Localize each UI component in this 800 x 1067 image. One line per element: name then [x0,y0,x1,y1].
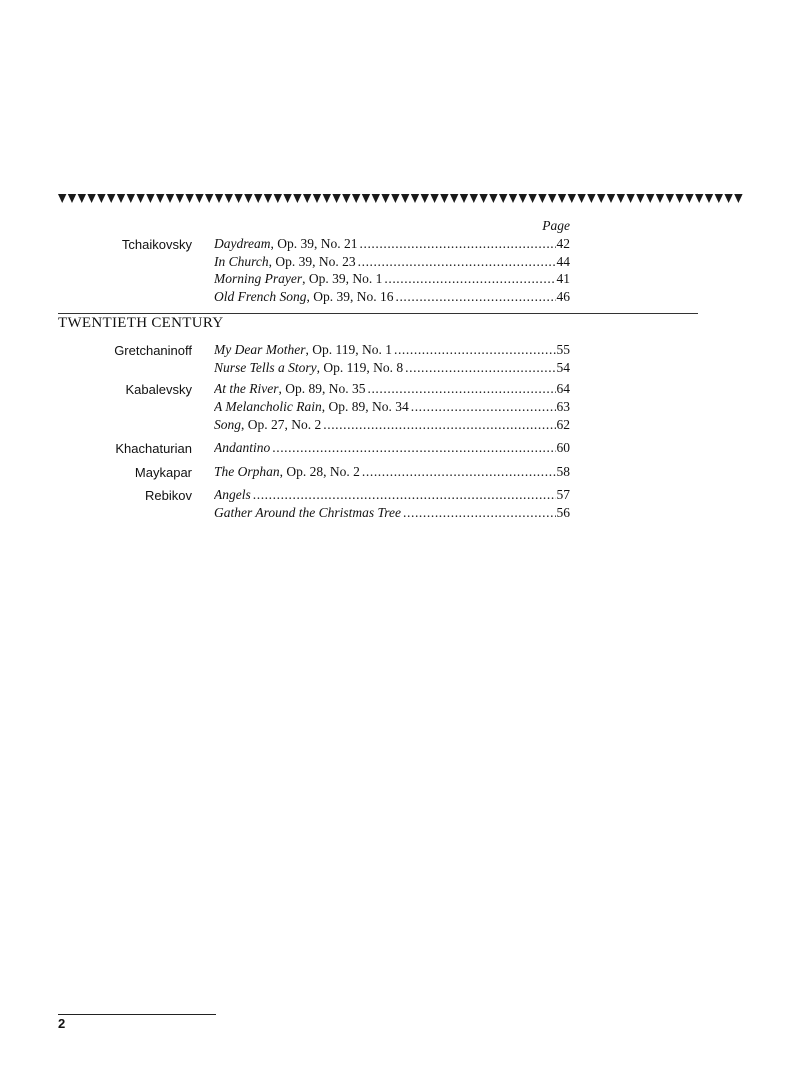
toc-entry[interactable] [214,440,570,458]
composer-tchaikovsky: Tchaikovsky [121,237,192,252]
composer-maykapar: Maykapar [134,465,192,480]
dot-leader [384,271,555,287]
dot-leader [405,360,555,376]
toc-entry[interactable] [214,381,570,399]
piece-title: My Dear Mother [214,342,306,357]
toc-entry[interactable] [214,289,570,307]
piece-detail: , Op. 39, No. 21 [270,236,358,251]
dot-leader [362,464,556,480]
dot-leader [411,399,556,415]
triangle-ornament-icon [58,193,744,205]
page-ref: 46 [556,289,570,304]
footer-rule [58,1014,216,1015]
piece-detail: , Op. 39, No. 1 [302,271,383,286]
piece-title: Gather Around the Christmas Tree [214,505,402,520]
page-ref: 57 [556,487,570,502]
composer-kabalevsky: Kabalevsky [125,382,192,397]
page-ref: 58 [556,464,570,479]
piece-detail: , Op. 39, No. 16 [306,289,394,304]
piece-title: The Orphan [214,464,280,479]
composer-gretchaninoff: Gretchaninoff [114,343,192,358]
toc-entry[interactable] [214,399,570,417]
page-ref: 44 [556,254,570,269]
piece-title: A Melancholic Rain [214,399,322,414]
piece-title: Old French Song [214,289,307,304]
composer-rebikov: Rebikov [145,488,192,503]
piece-title: Andantino [214,440,271,455]
dot-leader [367,381,555,397]
toc-entry[interactable] [214,464,570,482]
page-column-header: Page [542,218,570,233]
page-ref: 56 [556,505,570,520]
toc-entry[interactable] [214,271,570,289]
piece-title: Daydream [214,236,271,251]
page-ref: 42 [556,236,570,251]
toc-entry[interactable] [214,342,570,360]
page-ref: 60 [556,440,570,455]
dot-leader [272,440,555,456]
piece-title: Nurse Tells a Story [214,360,317,375]
toc-entry[interactable] [214,487,570,505]
dot-leader [253,487,556,503]
piece-title: In Church [214,254,269,269]
page-number: 2 [58,1016,66,1031]
dot-leader [395,289,555,305]
toc-entry[interactable] [214,236,570,254]
dot-leader [323,417,555,433]
toc-entry[interactable] [214,360,570,378]
piece-title: Song [214,417,241,432]
dot-leader [360,236,556,252]
page-ref: 64 [556,381,570,396]
piece-title: Morning Prayer [214,271,303,286]
toc-entry[interactable] [214,254,570,272]
piece-detail: , Op. 39, No. 23 [268,254,356,269]
page-ref: 62 [556,417,570,432]
triangle-border-ornament [58,193,744,205]
section-divider [58,313,698,314]
page-ref: 54 [556,360,570,375]
section-title: TWENTIETH CENTURY [58,315,224,331]
piece-detail: , Op. 28, No. 2 [279,464,360,479]
page-ref: 41 [556,271,570,286]
piece-title: At the River [214,381,279,396]
composer-khachaturian: Khachaturian [115,441,192,456]
toc-entry[interactable] [214,417,570,435]
dot-leader [358,254,556,270]
dot-leader [394,342,556,358]
piece-detail: , Op. 119, No. 8 [316,360,404,375]
piece-detail: , Op. 119, No. 1 [305,342,392,357]
dot-leader [403,505,555,521]
piece-detail: , Op. 89, No. 34 [321,399,409,414]
toc-entry[interactable] [214,505,570,523]
page-ref: 63 [556,399,570,414]
page-ref: 55 [556,342,570,357]
piece-detail: , Op. 27, No. 2 [241,417,322,432]
piece-detail: , Op. 89, No. 35 [278,381,366,396]
piece-title: Angels [214,487,251,502]
